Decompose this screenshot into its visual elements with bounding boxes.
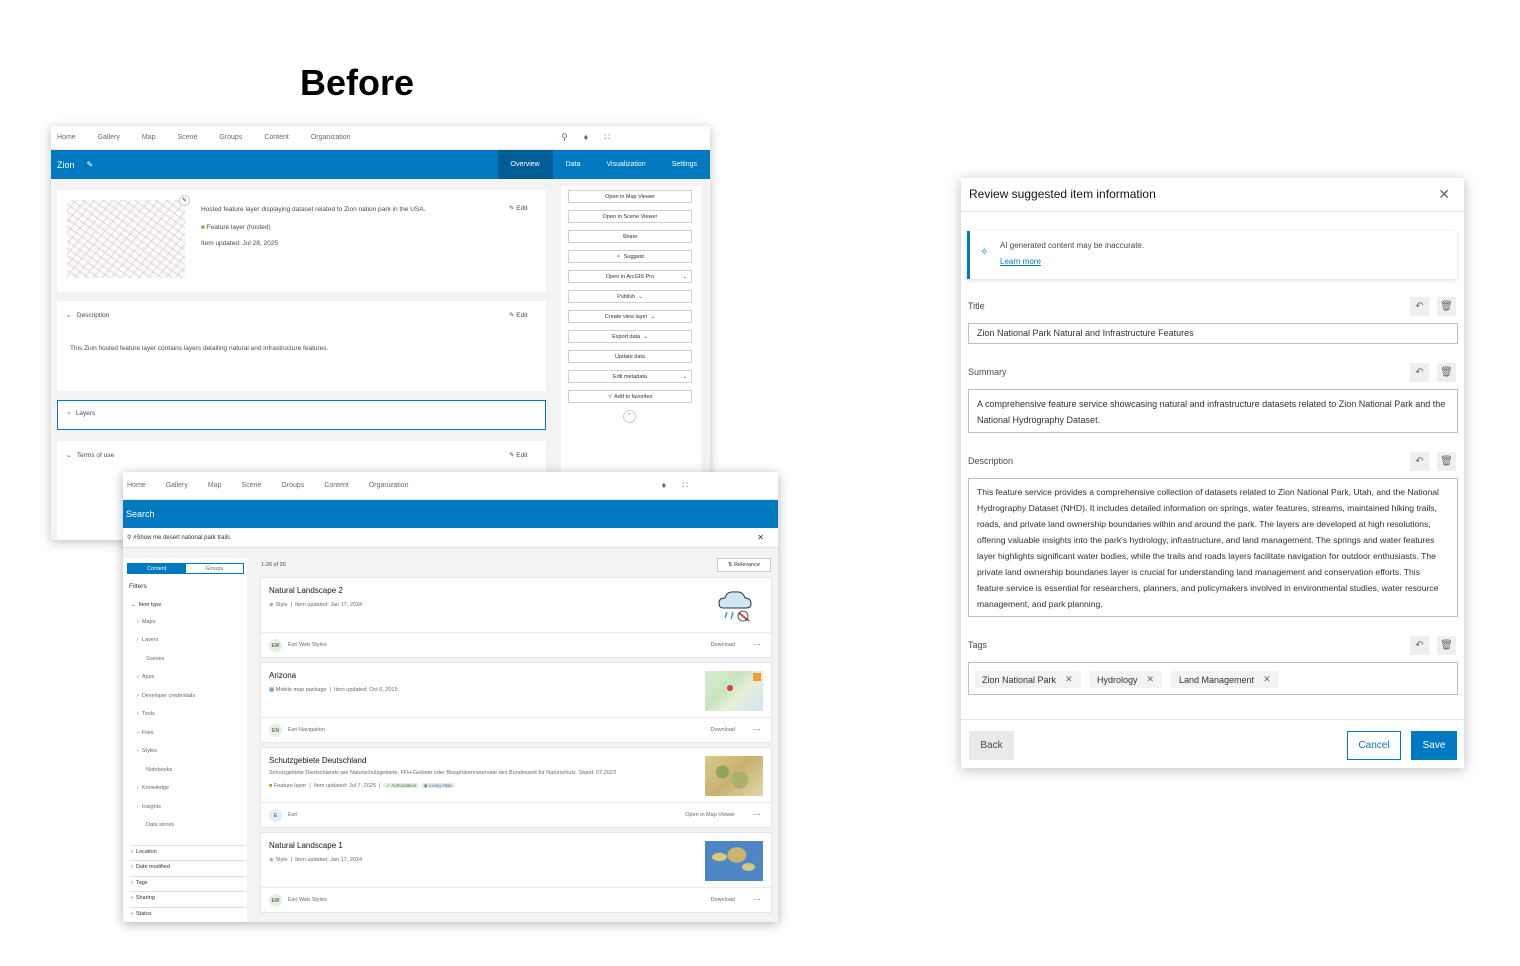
undo-icon[interactable]: ↶ [1410,297,1429,316]
tab-groups[interactable]: Groups [205,566,224,572]
result-meta: ◉ Style | Item updated: Jan 17, 2024 [269,602,363,608]
owner-name[interactable]: Esri Web Styles [288,642,327,648]
result-meta: ◉ Style | Item updated: Jan 17, 2024 [269,857,363,863]
feature-layer-icon: ■ [201,224,205,231]
owner-name[interactable]: Esri Web Styles [288,897,327,903]
avatar: EW [269,894,282,907]
result-footer [261,717,771,742]
download-button[interactable]: Download [710,897,735,903]
divider [961,719,1464,720]
cancel-button[interactable]: Cancel [1347,731,1401,760]
result-count: 1-26 of 26 [261,562,286,568]
ai-notice [967,231,1457,279]
nav-organization[interactable]: Organization [368,482,409,489]
star-icon: ☆ [607,393,613,400]
search-title: Search [123,500,778,528]
result-footer [261,632,771,657]
layers-header[interactable]: › Layers [68,410,96,417]
add-to-favorites-button[interactable]: ☆ Add to favorites [568,390,692,403]
result-card[interactable] [260,747,772,828]
summary-label: Summary [968,367,1007,377]
check-icon: ✓ [386,783,391,788]
nav-home[interactable]: Home [57,134,76,141]
nav-map[interactable]: Map [207,482,222,489]
tag-chip[interactable]: Zion National Park ✕ [974,671,1081,688]
sparkle-icon: ✧ [616,253,621,260]
description-textarea[interactable]: This feature service provides a comprehensive collection of datasets related to Zion National Park, Utah, and the National Hydrography Dataset (NHD). It includes detailed information on springs, water features, streams, maintained hiking trails, roads, and private land ownership boundaries within and around the park. The layers are developed at high resolutions, offering valuable insights into the park's hydrology, infrastructure, and land management. The springs and water features layer highlights significant water bodies, while the trails and roads layers facilitate navigation for outdoor enthusiasts. The private land ownership boundaries layer is crucial for understanding land management and conservation efforts. This feature service is essential for researchers, planners, and policymakers involved in environmental studies, water resource management, and park planning. [968,478,1458,617]
nav-map[interactable]: Map [141,134,156,141]
dialog-title: Review suggested item information [969,187,1156,201]
result-footer [261,887,771,912]
weather-style-thumbnail [713,586,757,626]
result-title[interactable]: Arizona [269,671,297,680]
avatar: E [269,809,282,822]
search-icon: ⚲ [127,535,132,541]
nav-gallery[interactable]: Gallery [165,482,188,489]
result-meta: ▦ Mobile map package | Item updated: Oct 6, 2015 [269,687,398,693]
filter-location[interactable]: › Location [131,845,245,855]
terms-header[interactable]: ⌄ Terms of use [66,452,115,459]
layers-section[interactable] [57,400,546,430]
learn-more-link[interactable]: Learn more [1000,257,1041,266]
filter-data-stores[interactable]: Data stores [146,822,175,828]
globe-icon: ◉ [423,783,428,788]
package-icon: ▦ [269,687,275,693]
share-button[interactable]: Share [568,230,692,243]
open-map-viewer-button[interactable]: Open in Map Viewer [568,190,692,203]
edit-metadata-button[interactable]: Edit metadata ⌄ [568,370,692,383]
undo-icon[interactable]: ↶ [1410,636,1429,655]
filters-label: Filters [129,583,147,590]
divider [961,211,1464,212]
sort-icon: ⇅ [727,562,733,568]
nav-home[interactable]: Home [127,482,146,489]
create-view-layer-button[interactable]: Create view layer ⌄ [568,310,692,323]
collapse-icon[interactable]: ⌃ [623,410,636,423]
edit-terms-button[interactable]: ✎ Edit [509,452,528,459]
sort-button[interactable]: ⇅ Relevance [717,558,771,572]
nav-groups[interactable]: Groups [281,482,305,489]
top-nav [123,472,778,500]
pencil-icon[interactable]: ✎ [86,160,94,169]
avatar: EN [269,724,282,737]
save-button[interactable]: Save [1411,731,1457,760]
top-nav [51,126,710,150]
close-icon[interactable]: ✕ [1438,186,1450,202]
owner-name[interactable]: Esri Navigation [288,727,325,733]
notice-text: AI generated content may be inaccurate. [1000,241,1145,250]
edit-description-button[interactable]: ✎ Edit [509,312,528,319]
tab-content[interactable]: Content [128,564,186,573]
bell-icon[interactable]: ♦ [661,480,667,490]
result-card[interactable] [260,832,772,913]
filter-status[interactable]: › Status [131,907,245,917]
filters-panel [123,558,247,922]
more-icon[interactable]: ⋯ [753,895,761,904]
chevron-down-icon: ⌄ [650,313,656,320]
filter-layers[interactable]: › Layers [137,637,159,643]
search-page-window [123,472,778,922]
owner-name[interactable]: Esri [288,812,298,818]
nav-groups[interactable]: Groups [219,134,243,141]
close-icon[interactable]: ✕ [757,533,764,542]
arizona-map-thumbnail [705,671,763,711]
search-icon[interactable]: ⚲ [561,132,568,142]
back-button[interactable]: Back [969,731,1014,760]
suggest-button[interactable]: ✧ Suggest [568,250,692,263]
badge-icon [753,673,761,681]
chevron-down-icon: ⌄ [638,293,643,300]
tab-settings[interactable]: Settings [671,161,697,168]
more-icon[interactable]: ⋯ [753,725,761,734]
description-text: This Zion hosted feature layer contains layers detailing natural and infrastructure features. [70,345,329,352]
nav-gallery[interactable]: Gallery [97,134,120,141]
content-groups-toggle [127,563,244,574]
chevron-down-icon: ⌄ [682,373,687,380]
more-icon[interactable]: ⋯ [753,810,761,819]
world-map-thumbnail [705,841,763,881]
edit-thumbnail-icon[interactable]: ✎ [179,195,190,206]
title-label: Title [968,301,985,311]
result-card[interactable] [260,662,772,743]
tags-label: Tags [968,640,988,650]
trash-icon[interactable]: 🗑 [1437,363,1456,382]
avatar: EW [269,639,282,652]
close-icon[interactable]: ✕ [1146,674,1155,684]
style-icon: ◉ [269,602,274,608]
open-arcgis-pro-button[interactable]: Open in ArcGIS Pro ⌄ [568,270,692,283]
bell-icon[interactable]: ♦ [583,132,589,142]
item-summary: Hosted feature layer displaying dataset related to Zion nation park in the USA. [201,206,426,213]
filter-files[interactable]: › Files [137,730,154,736]
sparkle-icon: ✧ [980,247,989,258]
filter-insights[interactable]: › Insights [137,804,161,810]
result-title[interactable]: Schutzgebiete Deutschland [269,756,367,765]
filter-date-modified[interactable]: › Date modified [131,860,245,870]
result-title[interactable]: Natural Landscape 1 [269,841,343,850]
nav-scene[interactable]: Scene [177,134,198,141]
description-label: Description [968,456,1014,466]
edit-summary-button[interactable]: ✎ Edit [509,205,528,212]
filter-notebooks[interactable]: Notebooks [146,767,173,773]
filter-maps[interactable]: › Maps [137,619,156,625]
before-heading: Before [300,62,415,103]
open-map-viewer-link[interactable]: Open in Map Viewer [685,812,735,818]
download-button[interactable]: Download [710,642,735,648]
nav-scene[interactable]: Scene [241,482,262,489]
tag-chip[interactable]: Hydrology ✕ [1089,671,1162,688]
result-meta: ■ Feature layer | Item updated: Jul 7, 2025 | ✓ Authoritative ◉ Living Atlas [269,783,455,789]
nav-content[interactable]: Content [324,482,349,489]
result-title[interactable]: Natural Landscape 2 [269,586,343,595]
trash-icon[interactable]: 🗑 [1437,636,1456,655]
item-title: Zion [57,159,75,170]
trash-icon[interactable]: 🗑 [1437,297,1456,316]
filter-tools[interactable]: › Tools [137,711,155,717]
tab-data[interactable]: Data [565,161,581,168]
filter-tags[interactable]: › Tags [131,876,245,886]
filter-styles[interactable]: › Styles [137,748,157,754]
filter-scenes[interactable]: Scenes [146,656,165,662]
item-type: ■ Feature layer (hosted) [201,224,271,231]
download-button[interactable]: Download [710,727,735,733]
filter-knowledge[interactable]: › Knowledge [137,785,170,791]
tab-visualization[interactable]: Visualization [606,161,646,168]
chevron-down-icon: ⌄ [682,273,687,280]
nav-content[interactable]: Content [264,134,289,141]
tag-chip[interactable]: Land Management ✕ [1171,671,1279,688]
publish-button[interactable]: Publish ⌄ [568,290,692,303]
undo-icon[interactable]: ↶ [1410,363,1429,382]
tags-input[interactable] [968,662,1458,695]
nav-organization[interactable]: Organization [310,134,351,141]
marker-icon [727,685,733,691]
chevron-down-icon: ⌄ [643,333,648,340]
filter-apps[interactable]: › Apps [137,674,155,680]
item-header-bar [51,150,710,179]
item-type-filter[interactable]: ⌄ Item type [131,602,162,608]
search-query-input[interactable]: ⚲ #Show me desert national park trails ✕ [123,528,778,548]
result-description: Schutzgebiete Deutschlands wie Naturschutzgebiete, FFH-Gebiete oder Biosphärenreservate des Bundesamt für Naturschutz. Stand: 07.2023 [269,770,616,776]
summary-textarea[interactable]: A comprehensive feature service showcasing natural and infrastructure datasets related to Zion National Park and the National Hydrography Dataset. [968,389,1458,433]
filter-developer-credentials[interactable]: › Developer credentials [137,693,196,699]
result-footer [261,802,771,827]
update-data-button[interactable]: Update data [568,350,692,363]
title-input[interactable]: Zion National Park Natural and Infrastructure Features [968,323,1458,344]
close-icon[interactable]: ✕ [1065,674,1073,684]
more-icon[interactable]: ⋯ [753,640,761,649]
item-updated: Item updated: Jul 28, 2025 [201,240,278,247]
app-launcher-icon[interactable]: ∷ [682,480,688,490]
germany-map-thumbnail [705,756,763,796]
tab-overview[interactable]: Overview [498,150,553,179]
close-icon[interactable]: ✕ [1263,674,1271,684]
style-icon: ◉ [269,857,274,863]
app-launcher-icon[interactable]: ∷ [604,132,610,142]
trash-icon[interactable]: 🗑 [1437,452,1456,471]
undo-icon[interactable]: ↶ [1410,452,1429,471]
description-header[interactable]: ⌄ Description [66,312,110,319]
feature-layer-icon: ■ [269,783,273,789]
export-data-button[interactable]: Export data ⌄ [568,330,692,343]
result-card[interactable] [260,577,772,658]
filter-sharing[interactable]: › Sharing [131,891,245,901]
authoritative-badge: ✓ Authoritative [383,783,419,788]
open-scene-viewer-button[interactable]: Open in Scene Viewer [568,210,692,223]
living-atlas-badge: ◉ Living Atlas [421,783,455,788]
item-thumbnail [67,200,185,278]
review-dialog [961,178,1464,768]
